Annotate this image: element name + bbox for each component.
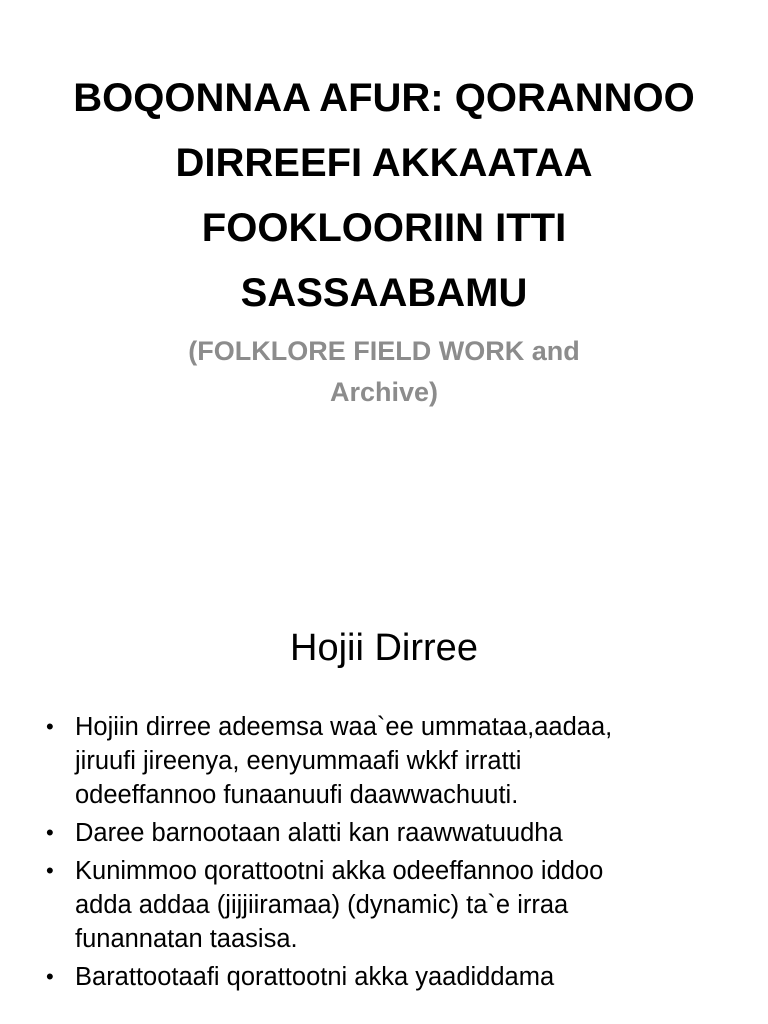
bullet-dot-icon: • (46, 820, 54, 845)
subtitle-line: Archive) (329, 377, 439, 407)
bullet-line: Hojiin dirree adeemsa waa`ee ummataa,aadaa, (75, 713, 613, 741)
bullet-text (75, 710, 734, 812)
bullet-text (75, 854, 734, 956)
slide-content (0, 576, 768, 1024)
bullet-dot-icon: • (46, 858, 54, 883)
bullet-line: Kunimmoo qorattootni akka odeeffannoo iddoo (75, 857, 604, 885)
title-line: DIRREEFI AKKAATAA (175, 141, 593, 185)
title-line: FOOKLOORIIN ITTI (201, 206, 567, 250)
bullet-line: jiruufi jireenya, eenyummaafi wkkf irratti (75, 747, 522, 775)
bullet-dot-icon: • (46, 714, 54, 739)
bullet-line: funannatan taasisa. (75, 925, 298, 953)
bullet-item (44, 960, 734, 994)
slide-subtitle (54, 331, 714, 413)
bullet-item (44, 854, 734, 956)
bullet-text (75, 816, 734, 850)
subtitle-line: (FOLKLORE FIELD WORK and (188, 336, 580, 366)
bullet-list (44, 710, 734, 998)
title-line: SASSAABAMU (240, 271, 528, 315)
bullet-dot-icon: • (46, 964, 54, 989)
bullet-line: Daree barnootaan alatti kan raawwatuudha (75, 819, 563, 847)
bullet-text (75, 960, 734, 994)
slide-heading: Hojii Dirree (290, 627, 478, 669)
bullet-line: Barattootaafi qorattootni akka yaadiddama (75, 963, 555, 991)
bullet-line: adda addaa (jijjiiramaa) (dynamic) ta`e irraa (75, 891, 569, 919)
bullet-item (44, 710, 734, 812)
title-line: BOQONNAA AFUR: QORANNOO (73, 76, 695, 120)
bullet-item (44, 816, 734, 850)
bullet-line: odeeffannoo funaanuufi daawwachuuti. (75, 781, 519, 809)
slide-title-heading (54, 66, 714, 326)
